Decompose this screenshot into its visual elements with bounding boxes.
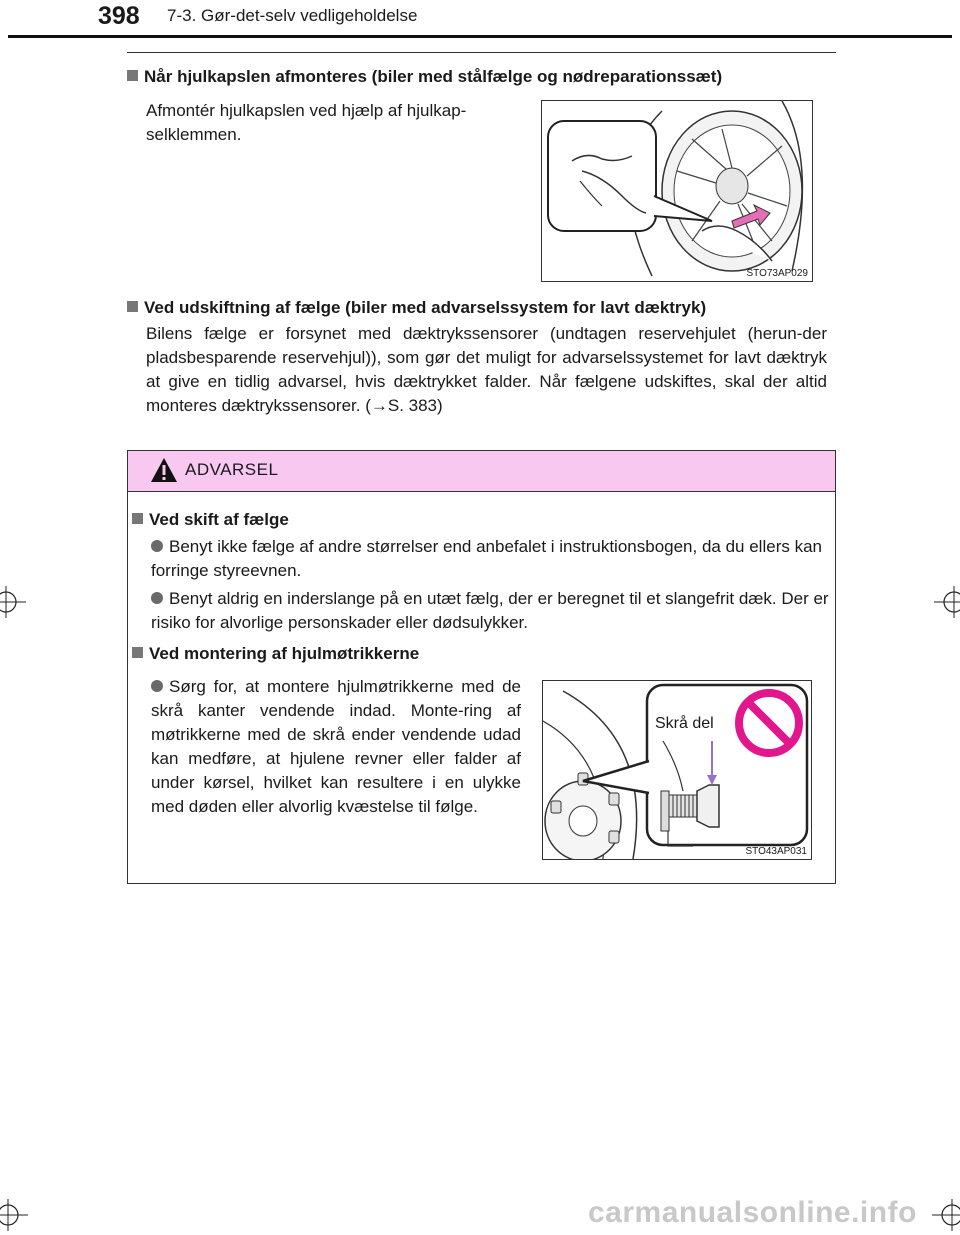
warning-bullet-tube: Benyt aldrig en inderslange på en utæt fælg, der er beregnet til et slangefrit dæk. Der er risiko for alvorlige personskader eller dødsulykker. [151, 589, 829, 632]
square-bullet-icon [132, 647, 143, 658]
warning-subheading-nuts: Ved montering af hjulmøtrikkerne [132, 644, 419, 664]
crop-mark-icon [930, 582, 960, 622]
circle-bullet-icon [151, 592, 163, 604]
figure-label-bevel: Skrå del [655, 715, 714, 732]
rims-paragraph: Bilens fælge er forsynet med dæktrykssensorer (undtagen reservehjulet (herun-der pladsbesparende reservehjul)), som gør det muligt for advarselssystemet for lavt dæktryk at give en tidlig advarsel, hvis dæktrykket falder. Når fælgene udskiftes, skal der altid monteres dæktrykssensorer. (→S. 383) [146, 324, 827, 415]
section-heading-hubcap: Når hjulkapslen afmonteres (biler med stålfælge og nødreparationssæt) [127, 67, 722, 87]
warning-subheading-rims: Ved skift af fælge [132, 510, 289, 530]
warning-triangle-icon [150, 457, 178, 483]
watermark: carmanualsonline.info [588, 1196, 917, 1229]
hubcap-illustration [542, 101, 812, 281]
warning-box [127, 450, 836, 884]
hubcap-instruction: Afmontér hjulkapslen ved hjælp af hjulkap-selklemmen. [146, 101, 467, 144]
section-title: 7-3. Gør-det-selv vedligeholdelse [167, 6, 418, 25]
section-heading-rims: Ved udskiftning af fælge (biler med advarselssystem for lavt dæktryk) [127, 298, 706, 318]
figure-code: STO73AP029 [746, 268, 808, 279]
wheel-nut-illustration [543, 681, 811, 859]
crop-mark-icon [930, 1195, 960, 1235]
warning-header [128, 451, 835, 492]
square-bullet-icon [127, 301, 138, 312]
header-rule [8, 35, 952, 38]
warning-title: ADVARSEL [185, 460, 279, 479]
top-rule [127, 52, 836, 53]
page-reference: S. 383) [387, 396, 443, 415]
square-bullet-icon [132, 513, 143, 524]
page-number: 398 [98, 2, 140, 30]
wheel-nut-figure [542, 680, 812, 860]
crop-mark-icon [0, 582, 30, 622]
circle-bullet-icon [151, 680, 163, 692]
crop-mark-icon [0, 1195, 30, 1235]
warning-bullet-nuts: Sørg for, at montere hjulmøtrikkerne med de skrå kanter vendende indad. Monte-ring af møtrikkerne med de skrå ender vendende udad kan medføre, at hjulene revner eller falder af under kørsel, hvilket kan resultere i en ulykke med døden eller alvorlig kvæstelse til følge. [151, 677, 521, 816]
warning-bullet-size: Benyt ikke fælge af andre størrelser end anbefalet i instruktionsbogen, da du ellers kan forringe styreevnen. [151, 537, 822, 580]
square-bullet-icon [127, 70, 138, 81]
reference-arrow-icon: → [370, 396, 388, 415]
figure-code: STO43AP031 [745, 846, 807, 857]
circle-bullet-icon [151, 540, 163, 552]
hubcap-removal-figure [541, 100, 813, 282]
